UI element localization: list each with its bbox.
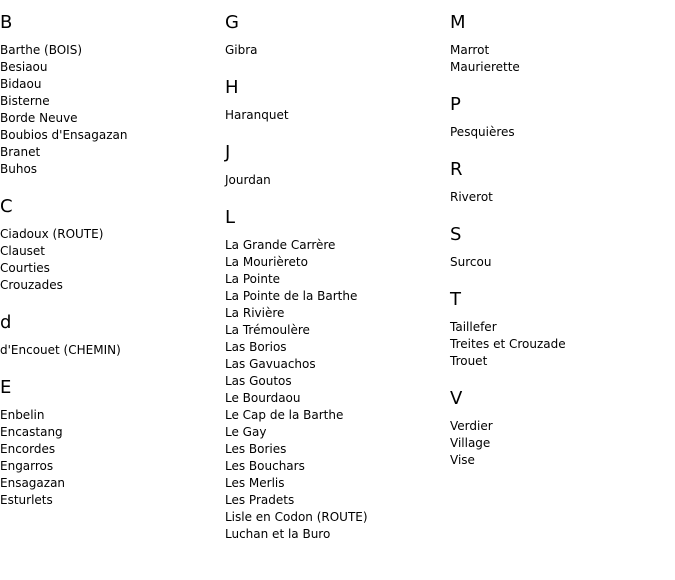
letter-heading: G: [225, 12, 239, 33]
letter-heading: H: [225, 77, 239, 98]
place-link[interactable]: Jourdan: [225, 173, 271, 187]
list-item: [0, 226, 220, 243]
letter-group-m: [450, 12, 670, 76]
place-link[interactable]: Engarros: [0, 459, 54, 473]
place-link[interactable]: Trouet: [450, 354, 488, 368]
place-link[interactable]: Les Bouchars: [225, 459, 305, 473]
list-item: [0, 260, 220, 277]
list-item: [0, 342, 220, 359]
place-link[interactable]: La Trémoulère: [225, 323, 310, 337]
place-link[interactable]: Branet: [0, 145, 41, 159]
place-link[interactable]: Encordes: [0, 442, 56, 456]
place-list: [225, 42, 445, 59]
place-link[interactable]: Enbelin: [0, 408, 45, 422]
list-item: [0, 42, 220, 59]
place-list: [225, 107, 445, 124]
place-link[interactable]: Clauset: [0, 244, 46, 258]
place-link[interactable]: La Rivière: [225, 306, 285, 320]
place-link[interactable]: Las Gavuachos: [225, 357, 316, 371]
place-link[interactable]: Haranquet: [225, 108, 289, 122]
place-link[interactable]: Luchan et la Buro: [225, 527, 331, 541]
letter-heading: E: [0, 377, 12, 398]
list-item: [225, 237, 445, 254]
place-link[interactable]: Gibra: [225, 43, 258, 57]
index-column-1: [0, 12, 220, 527]
list-item: [450, 59, 670, 76]
list-item: [0, 458, 220, 475]
letter-group-d: [0, 312, 220, 359]
place-list: [0, 407, 220, 509]
place-list: [450, 124, 670, 141]
place-link[interactable]: Treites et Crouzade: [450, 337, 566, 351]
place-link[interactable]: Surcou: [450, 255, 492, 269]
list-item: [450, 452, 670, 469]
place-list: [0, 42, 220, 178]
list-item: [225, 172, 445, 189]
list-item: [225, 407, 445, 424]
place-list: [450, 189, 670, 206]
list-item: [225, 271, 445, 288]
list-item: [450, 319, 670, 336]
place-link[interactable]: Ensagazan: [0, 476, 66, 490]
letter-heading: P: [450, 94, 461, 115]
letter-group-l: [225, 207, 445, 543]
place-link[interactable]: Le Gay: [225, 425, 267, 439]
place-link[interactable]: Verdier: [450, 419, 493, 433]
list-item: [225, 305, 445, 322]
list-item: [225, 254, 445, 271]
letter-heading: V: [450, 388, 463, 409]
place-link[interactable]: Buhos: [0, 162, 38, 176]
index-column-2: [225, 12, 445, 561]
place-link[interactable]: d'Encouet (CHEMIN): [0, 343, 121, 357]
place-list: [0, 226, 220, 294]
place-link[interactable]: Bisterne: [0, 94, 50, 108]
list-item: [450, 418, 670, 435]
letter-group-j: [225, 142, 445, 189]
letter-heading: B: [0, 12, 13, 33]
list-item: [225, 458, 445, 475]
list-item: [450, 353, 670, 370]
list-item: [225, 492, 445, 509]
place-list: [450, 254, 670, 271]
list-item: [0, 161, 220, 178]
place-link[interactable]: Esturlets: [0, 493, 53, 507]
list-item: [0, 277, 220, 294]
list-item: [0, 475, 220, 492]
list-item: [0, 407, 220, 424]
list-item: [225, 42, 445, 59]
place-link[interactable]: Taillefer: [450, 320, 497, 334]
list-item: [450, 42, 670, 59]
list-item: [225, 509, 445, 526]
letter-group-e: [0, 377, 220, 509]
letter-group-g: [225, 12, 445, 59]
letter-heading: d: [0, 312, 12, 333]
list-item: [0, 492, 220, 509]
place-link[interactable]: La Pointe de la Barthe: [225, 289, 358, 303]
place-link[interactable]: Borde Neuve: [0, 111, 78, 125]
letter-group-r: [450, 159, 670, 206]
place-link[interactable]: Las Goutos: [225, 374, 292, 388]
letter-group-v: [450, 388, 670, 469]
list-item: [225, 107, 445, 124]
place-link[interactable]: Les Merlis: [225, 476, 285, 490]
list-item: [0, 144, 220, 161]
place-link[interactable]: Barthe (BOIS): [0, 43, 83, 57]
list-item: [0, 424, 220, 441]
letter-heading: T: [450, 289, 461, 310]
place-link[interactable]: Maurierette: [450, 60, 520, 74]
letter-group-p: [450, 94, 670, 141]
letter-heading: S: [450, 224, 462, 245]
place-link[interactable]: Riverot: [450, 190, 493, 204]
list-item: [0, 243, 220, 260]
place-list: [450, 319, 670, 370]
list-item: [225, 475, 445, 492]
list-item: [0, 76, 220, 93]
letter-heading: J: [225, 142, 231, 163]
list-item: [0, 110, 220, 127]
list-item: [225, 390, 445, 407]
letter-heading: R: [450, 159, 463, 180]
place-link[interactable]: Besiaou: [0, 60, 48, 74]
place-list: [225, 237, 445, 543]
list-item: [0, 93, 220, 110]
list-item: [225, 424, 445, 441]
place-link[interactable]: Boubios d'Ensagazan: [0, 128, 128, 142]
list-item: [450, 254, 670, 271]
index-column-3: [450, 12, 670, 487]
list-item: [225, 441, 445, 458]
place-link[interactable]: Le Cap de la Barthe: [225, 408, 344, 422]
list-item: [450, 189, 670, 206]
list-item: [450, 124, 670, 141]
list-item: [225, 288, 445, 305]
place-link[interactable]: La Grande Carrère: [225, 238, 336, 252]
list-item: [225, 339, 445, 356]
place-link[interactable]: Encastang: [0, 425, 63, 439]
list-item: [0, 127, 220, 144]
place-link[interactable]: Marrot: [450, 43, 490, 57]
place-link[interactable]: Pesquières: [450, 125, 515, 139]
place-link[interactable]: Vise: [450, 453, 475, 467]
place-list: [225, 172, 445, 189]
place-link[interactable]: Village: [450, 436, 491, 450]
letter-heading: C: [0, 196, 13, 217]
list-item: [450, 336, 670, 353]
letter-heading: M: [450, 12, 466, 33]
place-link[interactable]: Las Borios: [225, 340, 287, 354]
place-link[interactable]: Les Pradets: [225, 493, 295, 507]
list-item: [225, 322, 445, 339]
list-item: [0, 441, 220, 458]
place-link[interactable]: Ciadoux (ROUTE): [0, 227, 104, 241]
letter-group-c: [0, 196, 220, 294]
place-link[interactable]: La Pointe: [225, 272, 281, 286]
place-link[interactable]: Bidaou: [0, 77, 42, 91]
place-link[interactable]: La Mourièreto: [225, 255, 308, 269]
place-link[interactable]: Courties: [0, 261, 50, 275]
letter-group-b: [0, 12, 220, 178]
list-item: [450, 435, 670, 452]
place-link[interactable]: Les Bories: [225, 442, 287, 456]
place-link[interactable]: Le Bourdaou: [225, 391, 301, 405]
list-item: [0, 59, 220, 76]
place-link[interactable]: Crouzades: [0, 278, 63, 292]
list-item: [225, 356, 445, 373]
letter-group-t: [450, 289, 670, 370]
place-list: [450, 418, 670, 469]
list-item: [225, 373, 445, 390]
place-link[interactable]: Lisle en Codon (ROUTE): [225, 510, 368, 524]
place-list: [0, 342, 220, 359]
list-item: [225, 526, 445, 543]
letter-group-h: [225, 77, 445, 124]
place-list: [450, 42, 670, 76]
letter-heading: L: [225, 207, 236, 228]
letter-group-s: [450, 224, 670, 271]
